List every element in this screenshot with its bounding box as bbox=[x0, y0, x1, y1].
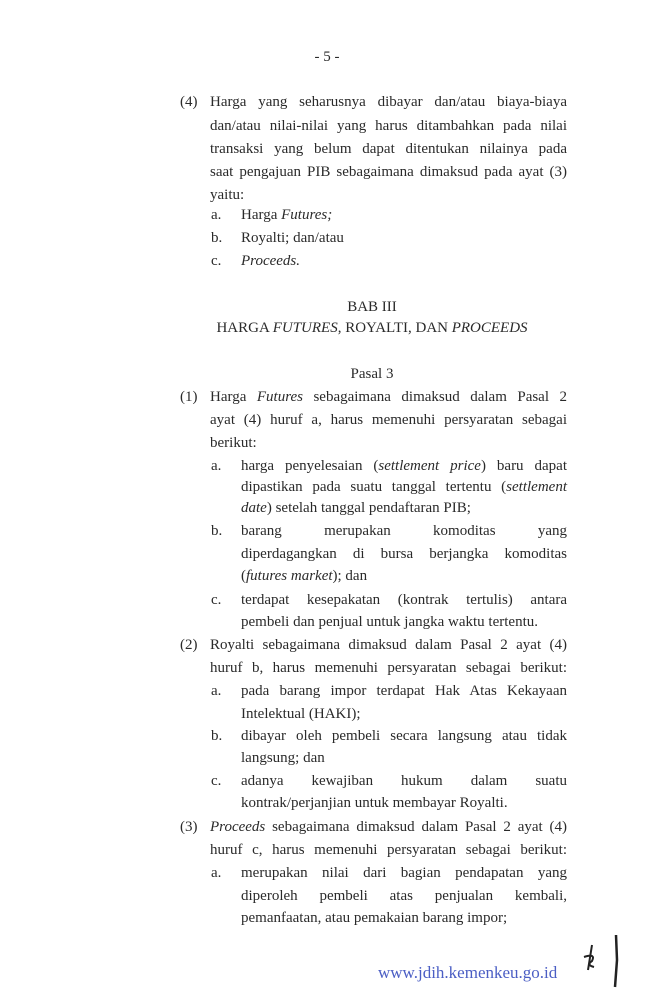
text-line bbox=[241, 748, 325, 768]
text-segment: adanya kewajiban hukum dalam suatu bbox=[241, 773, 567, 789]
page-number bbox=[0, 47, 654, 67]
text-segment: ( bbox=[241, 568, 246, 584]
text-segment: dibayar oleh pembeli secara langsung atau tidak bbox=[241, 728, 567, 744]
text-segment: diperoleh pembeli atas penjualan kembali, bbox=[241, 888, 567, 904]
text-line bbox=[241, 863, 567, 883]
text-segment: pada barang impor terdapat Hak Atas Kekayaan bbox=[241, 683, 567, 699]
text-line bbox=[241, 771, 567, 791]
text-segment: c. bbox=[211, 592, 222, 608]
text-segment: c. bbox=[211, 773, 222, 789]
text-segment: b. bbox=[211, 230, 223, 246]
italic-term: FUTURES bbox=[272, 320, 338, 336]
list-marker bbox=[211, 251, 221, 271]
text-segment: sebagaimana dimaksud dalam Pasal 2 bbox=[302, 389, 567, 405]
text-line bbox=[175, 297, 569, 317]
italic-term: Futures; bbox=[281, 207, 333, 223]
text-segment: - 5 - bbox=[314, 49, 340, 65]
text-segment: saat pengajuan PIB sebagaimana dimaksud pada ayat (3) bbox=[210, 164, 567, 180]
text-segment: yaitu: bbox=[210, 187, 245, 203]
text-line bbox=[241, 704, 361, 724]
list-marker bbox=[211, 681, 221, 701]
text-line bbox=[241, 793, 508, 813]
text-segment: (2) bbox=[180, 637, 198, 653]
list-marker bbox=[211, 205, 221, 225]
text-line bbox=[175, 318, 569, 338]
text-segment: (3) bbox=[180, 819, 198, 835]
text-segment: a. bbox=[211, 207, 222, 223]
text-segment: huruf c, harus memenuhi persyaratan sebagai berikut: bbox=[210, 842, 567, 858]
list-marker bbox=[211, 771, 221, 791]
text-line bbox=[210, 92, 567, 112]
text-segment: HARGA bbox=[216, 320, 273, 336]
list-marker bbox=[180, 92, 198, 112]
text-line bbox=[210, 840, 567, 860]
text-segment: pembeli dan penjual untuk jangka waktu tertentu. bbox=[241, 614, 538, 630]
text-segment: harga penyelesaian ( bbox=[241, 458, 379, 474]
text-line bbox=[241, 566, 367, 586]
text-line bbox=[241, 681, 567, 701]
text-line bbox=[241, 456, 567, 476]
text-line bbox=[210, 635, 567, 655]
text-line bbox=[241, 498, 471, 518]
text-segment: pemanfaatan, atau pemakaian barang impor; bbox=[241, 910, 508, 926]
text-line bbox=[241, 205, 332, 225]
text-line bbox=[241, 612, 538, 632]
text-line bbox=[241, 228, 344, 248]
text-segment: dan/atau nilai-nilai yang harus ditambahkan pada nilai bbox=[210, 118, 567, 134]
text-line bbox=[241, 590, 567, 610]
text-line bbox=[210, 433, 257, 453]
list-marker bbox=[211, 228, 222, 248]
italic-term: Futures bbox=[256, 389, 303, 405]
italic-term: Proceeds. bbox=[241, 253, 301, 269]
text-line bbox=[241, 521, 567, 541]
text-line bbox=[210, 185, 244, 205]
text-line bbox=[210, 139, 567, 159]
text-segment: Harga bbox=[241, 207, 282, 223]
text-line bbox=[175, 364, 569, 384]
list-marker bbox=[180, 387, 198, 407]
text-segment: (1) bbox=[180, 389, 198, 405]
text-line bbox=[241, 886, 567, 906]
italic-term: settlement price bbox=[378, 458, 481, 474]
text-segment: berikut: bbox=[210, 435, 257, 451]
text-line bbox=[210, 817, 567, 837]
list-marker bbox=[211, 863, 221, 883]
text-segment: Harga bbox=[210, 389, 257, 405]
text-line bbox=[210, 658, 567, 678]
text-segment: a. bbox=[211, 458, 222, 474]
text-segment: kontrak/perjanjian untuk membayar Royalti. bbox=[241, 795, 508, 811]
text-segment: barang merupakan komoditas yang bbox=[241, 523, 567, 539]
italic-term: date bbox=[241, 500, 267, 516]
text-segment: Harga yang seharusnya dibayar dan/atau biaya-biaya bbox=[210, 94, 567, 110]
text-line bbox=[210, 116, 567, 136]
italic-term: futures market bbox=[246, 568, 333, 584]
text-line bbox=[241, 251, 300, 271]
list-marker bbox=[211, 456, 221, 476]
text-segment: a. bbox=[211, 683, 222, 699]
text-segment: ayat (4) huruf a, harus memenuhi persyaratan sebagai bbox=[210, 412, 567, 428]
initials-signature bbox=[580, 925, 630, 995]
italic-term: Proceeds bbox=[210, 819, 266, 835]
text-line bbox=[241, 544, 567, 564]
text-line bbox=[210, 410, 567, 430]
text-segment: b. bbox=[211, 728, 223, 744]
list-marker bbox=[211, 521, 222, 541]
text-line bbox=[210, 387, 567, 407]
text-segment: a. bbox=[211, 865, 222, 881]
text-segment: Pasal 3 bbox=[350, 366, 394, 382]
italic-term: settlement bbox=[506, 479, 567, 495]
text-segment: ); dan bbox=[332, 568, 368, 584]
text-segment: ) setelah tanggal pendaftaran PIB; bbox=[266, 500, 471, 516]
list-marker bbox=[211, 590, 221, 610]
text-segment: Royalti sebagaimana dimaksud dalam Pasal 2 ayat (4) bbox=[210, 637, 567, 653]
text-segment: BAB III bbox=[347, 299, 397, 315]
text-segment: , ROYALTI, DAN bbox=[337, 320, 452, 336]
text-segment: Royalti; dan/atau bbox=[241, 230, 344, 246]
text-segment: b. bbox=[211, 523, 223, 539]
text-segment: dipastikan pada suatu tanggal tertentu ( bbox=[241, 479, 507, 495]
text-line bbox=[241, 908, 507, 928]
text-segment: transaksi yang belum dapat ditentukan nilainya pada bbox=[210, 141, 567, 157]
footer-website-link[interactable]: www.jdih.kemenkeu.go.id bbox=[378, 963, 558, 982]
text-segment: terdapat kesepakatan (kontrak tertulis) antara bbox=[241, 592, 567, 608]
text-segment: sebagaimana dimaksud dalam Pasal 2 ayat (4) bbox=[265, 819, 567, 835]
list-marker bbox=[211, 726, 222, 746]
list-marker bbox=[180, 817, 198, 837]
list-marker bbox=[180, 635, 198, 655]
text-segment: diperdagangkan di bursa berjangka komoditas bbox=[241, 546, 567, 562]
text-segment: langsung; dan bbox=[241, 750, 325, 766]
text-line bbox=[210, 162, 567, 182]
text-segment: merupakan nilai dari bagian pendapatan yang bbox=[241, 865, 567, 881]
text-line bbox=[241, 726, 567, 746]
text-line bbox=[241, 477, 567, 497]
text-segment: Intelektual (HAKI); bbox=[241, 706, 361, 722]
text-segment: ) baru dapat bbox=[480, 458, 567, 474]
text-segment: (4) bbox=[180, 94, 198, 110]
text-segment: huruf b, harus memenuhi persyaratan sebagai berikut: bbox=[210, 660, 567, 676]
italic-term: PROCEEDS bbox=[451, 320, 528, 336]
text-segment: c. bbox=[211, 253, 222, 269]
